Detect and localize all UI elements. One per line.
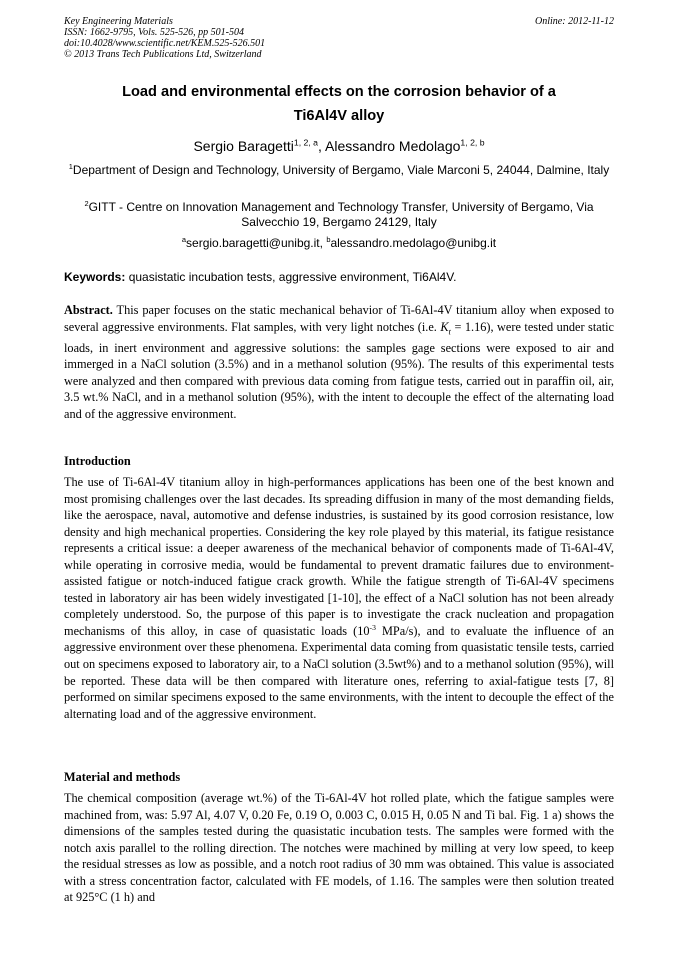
doi-line: doi:10.4028/www.scientific.net/KEM.525-526.501 [64, 38, 266, 49]
paper-title [64, 80, 614, 128]
affiliation-2 [64, 200, 614, 230]
author-affil-marker: 1, 2, a [293, 137, 318, 148]
rate-exponent: -3 [369, 622, 376, 632]
author-emails [64, 236, 614, 251]
affiliation-1 [64, 163, 614, 178]
section-heading-introduction: Introduction [64, 454, 131, 468]
issn-line: ISSN: 1662-9795, Vols. 525-526, pp 501-504 [64, 27, 244, 38]
title-line-1: Load and environmental effects on the corrosion behavior of a [122, 84, 556, 100]
section-heading-materials: Material and methods [64, 770, 181, 784]
kt-symbol: K [440, 319, 449, 334]
keywords-text: quasistatic incubation tests, aggressive environment, Ti6Al4V. [125, 270, 457, 284]
keywords-label: Keywords: [64, 270, 126, 284]
author-name: Sergio Baragetti [193, 138, 294, 154]
author-name: Alessandro Medolago [325, 138, 461, 154]
introduction-text [64, 474, 614, 722]
page-header [64, 16, 614, 60]
journal-name: Key Engineering Materials [64, 16, 173, 27]
kt-subscript: t [448, 326, 451, 336]
title-line-2: Ti6Al4V alloy [293, 108, 385, 124]
email-link[interactable]: sergio.baragetti@unibg.it, [186, 236, 327, 250]
abstract-text: This paper focuses on the static mechanical behavior of Ti-6Al-4V titanium alloy when exposed to several aggressive environments. Flat samples, with very light notches (i.e. [64, 303, 614, 334]
affil-text: Department of Design and Technology, University of Bergamo, Viale Marconi 5, 24044, Dalmine, Italy [72, 163, 610, 177]
copyright-line: © 2013 Trans Tech Publications Ltd, Switzerland [64, 49, 262, 60]
author-affil-marker: 1, 2, b [460, 137, 485, 148]
introduction-text-part: The use of Ti-6Al-4V titanium alloy in high-performances applications has been one of the best known and most promising challenges over the last decades. Its spreading diffusion in many of the most demanding fields, like the aerospace, naval, automotive and defense industries, is sustained by its good corrosion resistance, low density and high mechanical properties. Considering the key role played by this material, its fatigue resistance represents a critical issue: a deeper awareness of the mechanical behavior of components made of Ti-6Al-4V, while operating in corrosive media, would be fundamental to prevent dramatic failures due to environment-assisted fatigue or notch-induced fatigue crack growth. While the fatigue strength of Ti-6Al-4V specimens tested in laboratory air has been widely investigated [1-10], the effect of a NaCl solution has not been already completely understood. So, the purpose of this paper is to investigate the crack nucleation and propagation mechanisms of this alloy, in case of quasistatic loads (10 [64, 475, 614, 638]
affil-marker: 2 [84, 199, 89, 208]
abstract-label: Abstract. [64, 303, 113, 317]
abstract-text: = 1.16), were tested under static loads, in inert environment and aggressive solutions: the samples gage sections were exposed to air and immerged in a NaCl solution (3.5%) and in a methanol solution (95%). The results of this experimental tests were analyzed and then compared with previous data coming from fatigue tests, carried out in paraffin oil, air, 3.5 wt.% NaCl, and in a methanol solution (95%), with the intent to decouple the effect of the alternating load and of the aggressive environment. [64, 319, 615, 421]
introduction-text-part: MPa/s), and to evaluate the influence of an aggressive environment over these phenomena. Experimental data coming from quasistatic tensile tests, carried out on specimens exposed to laboratory air, to a NaCl solution (3.5wt%) and to a methanol solution (95%), will be reported. These data will be then compared with literature ones, referring to axial-fatigue tests [7, 8] performed on similar specimens exposed to the same environments, with the intent to decouple the effect of the alternating load and of the aggressive environment. [64, 623, 614, 721]
affil-text: GITT - Centre on Innovation Management and Technology Transfer, University of Bergamo, Via Salvecchio 19, Bergamo 24129, Italy [88, 200, 594, 229]
materials-text: The chemical composition (average wt.%) of the Ti-6Al-4V hot rolled plate, which the fatigue samples were machined from, was: 5.97 Al, 4.07 V, 0.20 Fe, 0.19 O, 0.003 C, 0.015 H, 0.05 N and Ti bal. Fig. 1 a) shows the dimensions of the samples tested during the quasistatic incubation tests. The samples were formed with the notch axis parallel to the rolling direction. The notches were machined by milling at very low speed, to keep the residual stresses as low as possible, and a notch root radius of 30 mm was obtained. This value is associated with a stress concentration factor, calculated with FE models, of 1.16. The samples were then solution treated at 925°C (1 h) and [64, 791, 614, 905]
author-list [64, 137, 614, 155]
email-link[interactable]: alessandro.medolago@unibg.it [330, 236, 497, 250]
email-marker: a [181, 235, 187, 244]
affil-marker: 1 [68, 162, 73, 171]
author-separator: , [317, 138, 325, 154]
email-marker: b [326, 235, 331, 244]
keywords [64, 270, 614, 285]
abstract [64, 302, 614, 422]
online-date: Online: 2012-11-12 [535, 16, 614, 27]
